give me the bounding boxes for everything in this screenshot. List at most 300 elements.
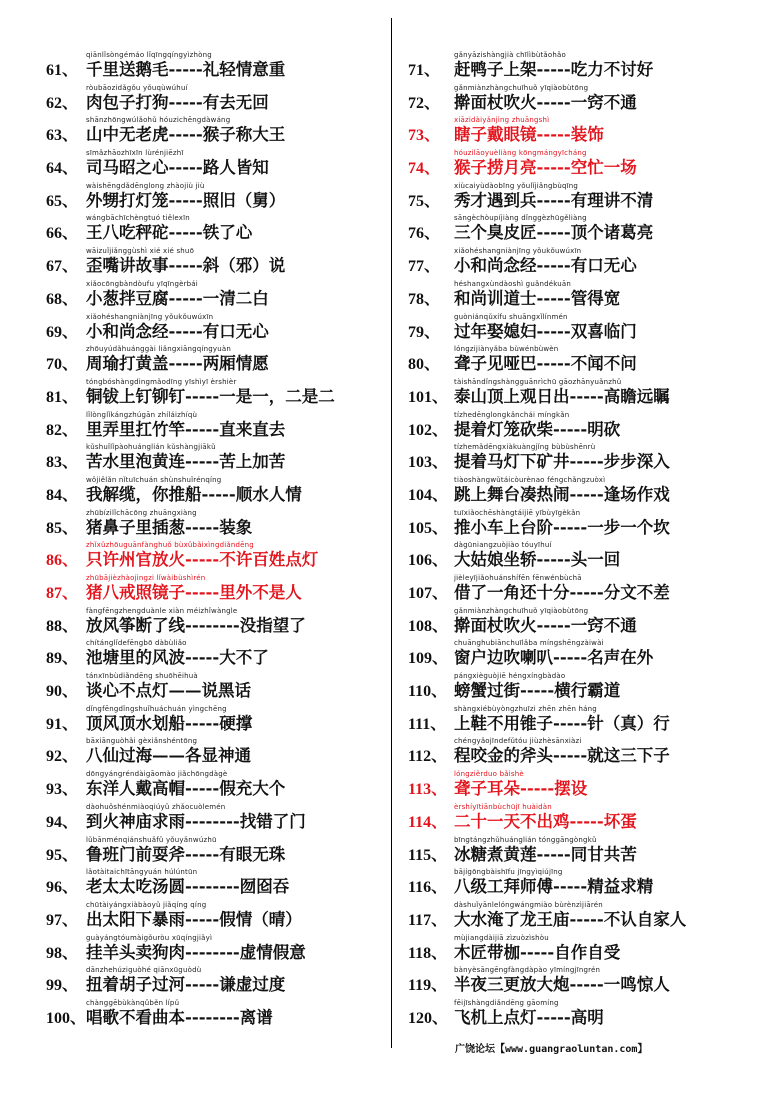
entry-text: 聋子耳朵-----摆设 (454, 779, 588, 799)
entry-number: 67、 (46, 258, 79, 276)
pinyin-annotation: zhǐxǔzhōuguānfànghuǒ bùxǔbǎixìngdiǎndēng (86, 541, 254, 550)
entry-line (408, 582, 670, 604)
xiehouyu-entry (408, 312, 768, 345)
entry-line (408, 1007, 604, 1029)
pinyin-annotation: dàgūniangzuòjiào tóuyīhuí (454, 541, 552, 550)
entry-text: 只许州官放火-----不许百姓点灯 (86, 550, 319, 570)
entry-number: 81、 (46, 388, 79, 406)
entry-number: 64、 (46, 160, 79, 178)
xiehouyu-entry (46, 344, 386, 377)
entry-number: 83、 (46, 454, 79, 472)
xiehouyu-entry (46, 606, 386, 639)
xiehouyu-entry (46, 377, 386, 410)
pinyin-annotation: jièleyījiǎohuánshífēn fēnwénbùchā (454, 574, 582, 582)
entry-text: 唱歌不看曲本--------离谱 (86, 1007, 273, 1027)
entry-line (46, 647, 269, 669)
entry-line (46, 59, 285, 81)
entry-number: 117、 (408, 911, 448, 929)
entry-text: 鲁班门前耍斧-----有眼无珠 (86, 844, 286, 864)
entry-number: 88、 (46, 617, 79, 635)
entry-text: 和尚训道士-----管得宽 (454, 288, 621, 308)
entry-number: 118、 (408, 944, 448, 962)
entry-text: 肉包子打狗-----有去无回 (86, 92, 269, 112)
xiehouyu-entry (46, 312, 386, 345)
pinyin-annotation: lǔbānménqiánshuǎfǔ yǒuyǎnwúzhū (86, 835, 217, 844)
entry-line (46, 876, 289, 898)
entry-number: 78、 (408, 290, 441, 308)
xiehouyu-entry (408, 410, 768, 443)
entry-number: 62、 (46, 94, 79, 112)
entry-line (408, 942, 620, 964)
entry-line (408, 517, 670, 539)
entry-line (46, 713, 252, 735)
left-column (46, 50, 386, 1031)
xiehouyu-entry (46, 769, 386, 802)
xiehouyu-entry (46, 540, 386, 573)
xiehouyu-entry (408, 246, 768, 279)
entry-line (46, 549, 318, 571)
entry-line (46, 321, 269, 343)
pinyin-annotation: wàishēngdǎdēnglong zhàojiù jiù (86, 181, 205, 190)
pinyin-annotation: gǎnmiànzhàngchuīhuǒ yīqiàobùtōng (454, 606, 589, 615)
entry-text: 螃蟹过街-----横行霸道 (454, 681, 621, 701)
entry-number: 92、 (46, 748, 79, 766)
pinyin-annotation: wǒjiělǎn nǐtuīchuán shùnshuǐrénqíng (86, 475, 222, 484)
entry-number: 79、 (408, 323, 441, 341)
entry-line (46, 353, 269, 375)
entry-number: 105、 (408, 519, 449, 537)
xiehouyu-entry (408, 736, 768, 769)
xiehouyu-entry (408, 83, 768, 116)
entry-text: 窗户边吹喇叭-----名声在外 (454, 648, 654, 668)
entry-number: 109、 (408, 650, 449, 668)
pinyin-annotation: chūtàiyángxiàbàoyǔ jiǎqíng qíng (86, 900, 207, 909)
entry-number: 69、 (46, 323, 79, 341)
entry-line (408, 190, 653, 212)
entry-line (408, 549, 620, 571)
entry-text: 顶风顶水划船-----硬撑 (86, 713, 253, 733)
xiehouyu-entry (408, 213, 768, 246)
pinyin-annotation: fàngfēngzhengduànle xiàn méizhǐwàngle (86, 606, 238, 615)
entry-line (408, 255, 637, 277)
pinyin-annotation: tóngbóshàngdìngmǎodīng yīshìyī èrshièr (86, 377, 237, 386)
pinyin-annotation: wāizuǐjiǎnggùshì xié xié shuō (86, 247, 195, 256)
entry-number: 100、 (46, 1009, 87, 1027)
xiehouyu-entry (408, 540, 768, 573)
pinyin-annotation: bājígōngbàishīfu jīngyìqiújīng (454, 868, 563, 877)
entry-line (46, 745, 251, 767)
entry-text: 擀面杖吹火-----一窍不通 (454, 615, 637, 635)
entry-text: 冰糖煮黄莲-----同甘共苦 (454, 844, 637, 864)
xiehouyu-entry (46, 410, 386, 443)
entry-text: 八仙过海——各显神通 (86, 746, 251, 766)
entry-number: 90、 (46, 683, 79, 701)
right-column (408, 50, 768, 1031)
xiehouyu-entry (46, 704, 386, 737)
entry-number: 104、 (408, 486, 449, 504)
xiehouyu-entry (46, 998, 386, 1031)
pinyin-annotation: sīmǎzhāozhīxīn lùrénjiēzhī (86, 149, 184, 158)
pinyin-annotation: èrshíyītiānbùchūjī huàidàn (454, 802, 552, 811)
entry-number: 77、 (408, 258, 441, 276)
pinyin-annotation: chítánglǐdefēngbō dàbùliǎo (86, 639, 187, 648)
entry-text: 小葱拌豆腐-----一清二白 (86, 288, 269, 308)
pinyin-annotation: lóngzijiànyǎba bùwénbùwèn (454, 345, 559, 354)
entry-text: 提着灯笼砍柴-----明砍 (454, 419, 621, 439)
entry-number: 112、 (408, 748, 448, 766)
entry-text: 到火神庙求雨--------找错了门 (86, 811, 306, 831)
entry-line (46, 419, 285, 441)
xiehouyu-entry (408, 606, 768, 639)
entry-number: 73、 (408, 127, 441, 145)
pinyin-annotation: kǔshuǐlǐpàohuánglián kǔshàngjiākǔ (86, 443, 216, 452)
xiehouyu-entry (46, 246, 386, 279)
entry-line (46, 222, 252, 244)
xiehouyu-entry (408, 900, 768, 933)
entry-number: 61、 (46, 62, 79, 79)
xiehouyu-entry (408, 835, 768, 868)
entry-number: 82、 (46, 421, 79, 439)
entry-text: 铜钹上钉铆钉-----一是一，二是二 (86, 386, 335, 406)
entry-text: 借了一角还十分-----分文不差 (454, 583, 670, 602)
pinyin-annotation: pángxièguòjiē héngxíngbàdào (454, 672, 566, 681)
pinyin-annotation: dōngyángréndàigāomào jiǎchōngdàgè (86, 770, 228, 779)
pinyin-annotation: tánxīnbùdiǎndēng shuōhēihuà (86, 672, 198, 681)
entry-number: 110、 (408, 683, 448, 701)
entry-text: 泰山顶上观日出-----高瞻远瞩 (454, 386, 670, 406)
xiehouyu-entry (46, 736, 386, 769)
pinyin-annotation: lǐlònglǐkángzhúgān zhíláizhíqù (86, 410, 198, 419)
entry-number: 75、 (408, 192, 441, 210)
pinyin-annotation: dǐngfēngdǐngshuǐhuáchuán yìngchēng (86, 704, 227, 713)
entry-text: 周瑜打黄盖-----两厢情愿 (86, 354, 269, 374)
entry-line (46, 582, 302, 604)
entry-line (46, 942, 306, 964)
entry-text: 外甥打灯笼-----照旧（舅） (86, 190, 286, 210)
pinyin-annotation: xiǎohéshangniànjīng yǒukǒuwúxīn (454, 247, 582, 256)
entry-text: 聋子见哑巴-----不闻不问 (454, 354, 637, 374)
entry-line (408, 909, 686, 931)
xiehouyu-entry (408, 181, 768, 214)
entry-number: 93、 (46, 781, 79, 799)
entry-number: 108、 (408, 617, 449, 635)
pinyin-annotation: gǎnyāzishàngjià chīlìbùtǎohǎo (454, 51, 567, 59)
pinyin-annotation: fēijīshàngdiǎndēng gāomíng (454, 998, 559, 1007)
pinyin-annotation: tízhedēnglongkǎnchái míngkǎn (454, 410, 570, 419)
entry-number: 116、 (408, 879, 448, 897)
xiehouyu-entry (408, 508, 768, 541)
xiehouyu-entry (46, 148, 386, 181)
xiehouyu-entry (46, 638, 386, 671)
entry-line (46, 157, 269, 179)
entry-number: 65、 (46, 192, 79, 210)
entry-line (408, 713, 670, 735)
entry-line (46, 909, 302, 931)
entry-number: 63、 (46, 127, 79, 145)
entry-line (46, 811, 306, 833)
entry-number: 71、 (408, 62, 441, 79)
entry-number: 76、 (408, 225, 441, 243)
entry-number: 68、 (46, 290, 79, 308)
entry-number: 119、 (408, 977, 448, 995)
pinyin-annotation: shānzhōngwúlǎohǔ hóuzichēngdàwáng (86, 116, 231, 125)
entry-line (408, 222, 653, 244)
entry-line (46, 92, 269, 114)
xiehouyu-entry (46, 933, 386, 966)
entry-number: 113、 (408, 781, 448, 799)
entry-text: 放风筝断了线--------没指望了 (86, 615, 306, 635)
xiehouyu-entry (408, 933, 768, 966)
entry-line (408, 615, 637, 637)
pinyin-annotation: xiǎocōngbàndòufu yīqīngèrbái (86, 279, 198, 288)
entry-number: 120、 (408, 1009, 449, 1027)
entry-text: 三个臭皮匠-----顶个诸葛亮 (454, 223, 654, 243)
xiehouyu-entry (408, 671, 768, 704)
entry-text: 扭着胡子过河-----谦虚过度 (86, 975, 286, 995)
entry-line (408, 484, 670, 506)
xiehouyu-entry (408, 769, 768, 802)
xiehouyu-entry (46, 573, 386, 606)
xiehouyu-entry (408, 802, 768, 835)
entry-line (408, 647, 653, 669)
entry-text: 程咬金的斧头-----就这三下子 (454, 746, 670, 766)
entry-text: 过年娶媳妇-----双喜临门 (454, 321, 637, 341)
pinyin-annotation: tízhemǎdēngxiàkuàngjǐng bùbùshēnrù (454, 443, 596, 452)
entry-line (46, 517, 252, 539)
pinyin-annotation: mùjiangdàijiā zìzuòzìshòu (454, 933, 549, 942)
entry-line (408, 59, 653, 81)
entry-number: 74、 (408, 160, 441, 178)
entry-number: 107、 (408, 585, 449, 602)
entry-text: 猪八戒照镜子-----里外不是人 (86, 583, 302, 602)
entry-text: 王八吃秤砣-----铁了心 (86, 223, 253, 243)
xiehouyu-entry (408, 638, 768, 671)
xiehouyu-entry (408, 442, 768, 475)
pinyin-annotation: xiāzidàiyǎnjìng zhuāngshì (454, 116, 550, 125)
entry-text: 歪嘴讲故事-----斜（邪）说 (86, 256, 286, 276)
entry-line (46, 680, 251, 702)
entry-number: 101、 (408, 388, 449, 406)
entry-text: 秀才遇到兵-----有理讲不清 (454, 190, 654, 210)
entry-line (408, 876, 653, 898)
entry-text: 小和尚念经-----有口无心 (454, 256, 637, 276)
entry-number: 91、 (46, 715, 79, 733)
entry-line (46, 844, 285, 866)
entry-text: 上鞋不用锥子-----针（真）行 (454, 713, 670, 733)
pinyin-annotation: zhūbājièzhàojìngzi lǐwàibùshìrén (86, 574, 206, 582)
entry-line (46, 1007, 273, 1029)
pinyin-annotation: dānzhehúziguòhé qiānxūguòdù (86, 966, 202, 975)
entry-text: 小和尚念经-----有口无心 (86, 321, 269, 341)
pinyin-annotation: guòniánqǔxífu shuāngxǐlínmén (454, 312, 568, 321)
pinyin-annotation: qiānlǐsòngémáo lǐqīngqíngyìzhòng (86, 51, 212, 59)
entry-text: 千里送鹅毛-----礼轻情意重 (86, 60, 286, 79)
xiehouyu-entry (46, 213, 386, 246)
entry-line (408, 157, 637, 179)
xiehouyu-entry (46, 802, 386, 835)
entry-text: 赶鸭子上架-----吃力不讨好 (454, 60, 654, 79)
entry-text: 猴子捞月亮-----空忙一场 (454, 158, 637, 178)
entry-text: 飞机上点灯-----高明 (454, 1007, 604, 1027)
pinyin-annotation: ròubāozidǎgǒu yǒuqùwúhuí (86, 83, 188, 92)
entry-text: 猪鼻子里插葱-----装象 (86, 517, 253, 537)
xiehouyu-entry (46, 867, 386, 900)
pinyin-annotation: tàishāndǐngshàngguānrìchū gāozhānyuǎnzhǔ (454, 377, 622, 386)
entry-text: 大姑娘坐轿-----头一回 (454, 550, 621, 570)
entry-text: 二十一天不出鸡-----坏蛋 (454, 811, 637, 831)
pinyin-annotation: lǎotàitaichītāngyuán húlúntūn (86, 868, 198, 877)
entry-number: 72、 (408, 94, 441, 112)
xiehouyu-entry (46, 181, 386, 214)
entry-line (46, 451, 285, 473)
entry-line (46, 386, 335, 408)
xiehouyu-entry (46, 900, 386, 933)
xiehouyu-entry (408, 115, 768, 148)
entry-line (46, 288, 269, 310)
entry-text: 出太阳下暴雨-----假情（晴） (86, 909, 302, 929)
pinyin-annotation: bāxiānguòhǎi gèxiǎnshéntōng (86, 737, 198, 746)
xiehouyu-entry (408, 704, 768, 737)
entry-text: 池塘里的风波-----大不了 (86, 648, 269, 668)
pinyin-annotation: dàshuǐyānlelóngwángmiào bùrènzìjiārén (454, 900, 603, 909)
entry-text: 瞎子戴眼镜-----装饰 (454, 125, 604, 145)
entry-line (408, 778, 587, 800)
pinyin-annotation: dàohuǒshénmiàoqiúyǔ zhǎocuòlemén (86, 802, 226, 811)
entry-text: 擀面杖吹火-----一窍不通 (454, 92, 637, 112)
entry-number: 111、 (408, 715, 447, 733)
xiehouyu-entry (46, 442, 386, 475)
entry-text: 大水淹了龙王庙-----不认自家人 (454, 909, 687, 929)
entry-text: 老太太吃汤圆--------囫囵吞 (86, 877, 290, 897)
pinyin-annotation: gǎnmiànzhàngchuīhuǒ yīqiàobùtōng (454, 83, 589, 92)
entry-number: 115、 (408, 846, 448, 864)
xiehouyu-entry (46, 83, 386, 116)
entry-number: 96、 (46, 879, 79, 897)
entry-text: 东洋人戴高帽-----假充大个 (86, 779, 286, 799)
entry-number: 94、 (46, 813, 79, 831)
xiehouyu-entry (408, 279, 768, 312)
entry-line (46, 124, 285, 146)
xiehouyu-entry (408, 867, 768, 900)
entry-text: 我解缆，你推船-----顺水人情 (86, 484, 302, 504)
xiehouyu-entry (408, 377, 768, 410)
pinyin-annotation: tuīxiǎochēshàngtáijiē yībùyīgèkǎn (454, 508, 581, 517)
entry-line (408, 451, 670, 473)
entry-number: 85、 (46, 519, 79, 537)
entry-text: 挂羊头卖狗肉--------虚情假意 (86, 942, 306, 962)
entry-line (46, 190, 285, 212)
pinyin-annotation: wángbāchīchèngtuó tiělexīn (86, 214, 190, 223)
entry-line (46, 974, 285, 996)
xiehouyu-entry (46, 671, 386, 704)
entry-text: 八级工拜师傅-----精益求精 (454, 877, 654, 897)
xiehouyu-entry (408, 50, 768, 83)
pinyin-annotation: lóngziěrduo bǎishè (454, 770, 524, 779)
entry-text: 谈心不点灯——说黑话 (86, 681, 251, 701)
entry-line (46, 255, 285, 277)
pinyin-annotation: chéngyǎojīndefǔtóu jiùzhèsānxiàzi (454, 737, 582, 746)
entry-line (408, 124, 604, 146)
entry-number: 106、 (408, 552, 449, 570)
entry-text: 跳上舞台凑热闹-----逢场作戏 (454, 484, 670, 504)
entry-text: 里弄里扛竹竿-----直来直去 (86, 419, 286, 439)
entry-number: 114、 (408, 813, 448, 831)
pinyin-annotation: tiàoshàngwǔtáicòurènao féngchǎngzuòxì (454, 475, 606, 484)
column-divider (391, 18, 392, 1048)
entry-line (408, 974, 670, 996)
pinyin-annotation: hóuzilāoyuèliàng kōngmángyīcháng (454, 149, 587, 158)
entry-line (408, 419, 620, 441)
pinyin-annotation: bīngtángzhǔhuánglián tónggāngòngkǔ (454, 835, 597, 844)
entry-number: 70、 (46, 356, 79, 374)
entry-number: 80、 (408, 356, 441, 374)
pinyin-annotation: chuānghubiānchuīlǎba míngshēngzàiwài (454, 639, 604, 648)
pinyin-annotation: guàyángtóumàigǒuròu xūqíngjiǎyì (86, 933, 213, 942)
entry-line (46, 615, 306, 637)
entry-number: 89、 (46, 650, 79, 668)
pinyin-annotation: zhūbízilǐchācōng zhuāngxiàng (86, 508, 197, 517)
pinyin-annotation: xiǎohéshangniànjīng yǒukǒuwúxīn (86, 312, 214, 321)
entry-number: 99、 (46, 977, 79, 995)
entry-line (408, 745, 670, 767)
xiehouyu-entry (46, 279, 386, 312)
footer-credit: 广饶论坛【www.guangraoluntan.com】 (455, 1044, 648, 1055)
entry-text: 提着马灯下矿井-----步步深入 (454, 452, 670, 472)
entry-line (46, 484, 302, 506)
entry-number: 87、 (46, 585, 79, 602)
entry-number: 95、 (46, 846, 79, 864)
entry-number: 84、 (46, 486, 79, 504)
entry-line (408, 288, 620, 310)
entry-line (408, 386, 670, 408)
xiehouyu-entry (46, 115, 386, 148)
xiehouyu-entry (408, 573, 768, 606)
entry-line (408, 680, 620, 702)
xiehouyu-entry (46, 475, 386, 508)
entry-text: 苦水里泡黄连-----苦上加苦 (86, 452, 286, 472)
entry-number: 86、 (46, 552, 79, 570)
entry-number: 98、 (46, 944, 79, 962)
xiehouyu-entry (408, 475, 768, 508)
pinyin-annotation: chànggēbùkànqǔběn lípǔ (86, 998, 180, 1007)
pinyin-annotation: sāngèchòupíjiàng dǐnggèzhūgěliàng (454, 214, 587, 223)
xiehouyu-entry (408, 998, 768, 1031)
entry-line (408, 92, 637, 114)
entry-line (408, 353, 637, 375)
pinyin-annotation: xiùcaiyùdàobīng yǒulǐjiǎngbùqīng (454, 181, 579, 190)
entry-line (408, 321, 637, 343)
xiehouyu-entry (408, 148, 768, 181)
entry-text: 推小车上台阶-----一步一个坎 (454, 517, 670, 537)
pinyin-annotation: zhōuyúdǎhuánggài liǎngxiāngqíngyuàn (86, 345, 231, 354)
entry-text: 木匠带枷-----自作自受 (454, 942, 621, 962)
entry-text: 司马昭之心-----路人皆知 (86, 158, 269, 178)
entry-number: 103、 (408, 454, 449, 472)
entry-number: 102、 (408, 421, 449, 439)
pinyin-annotation: héshangxùndàoshì guǎndékuān (454, 279, 572, 288)
entry-text: 半夜三更放大炮-----一鸣惊人 (454, 975, 670, 995)
xiehouyu-entry (46, 835, 386, 868)
entry-line (408, 844, 637, 866)
entry-number: 97、 (46, 911, 79, 929)
entry-line (408, 811, 637, 833)
pinyin-annotation: shàngxiébùyòngzhuīzi zhēn zhēn háng (454, 704, 597, 713)
entry-line (46, 778, 285, 800)
xiehouyu-entry (46, 965, 386, 998)
xiehouyu-entry (408, 965, 768, 998)
xiehouyu-entry (46, 50, 386, 83)
entry-number: 66、 (46, 225, 79, 243)
